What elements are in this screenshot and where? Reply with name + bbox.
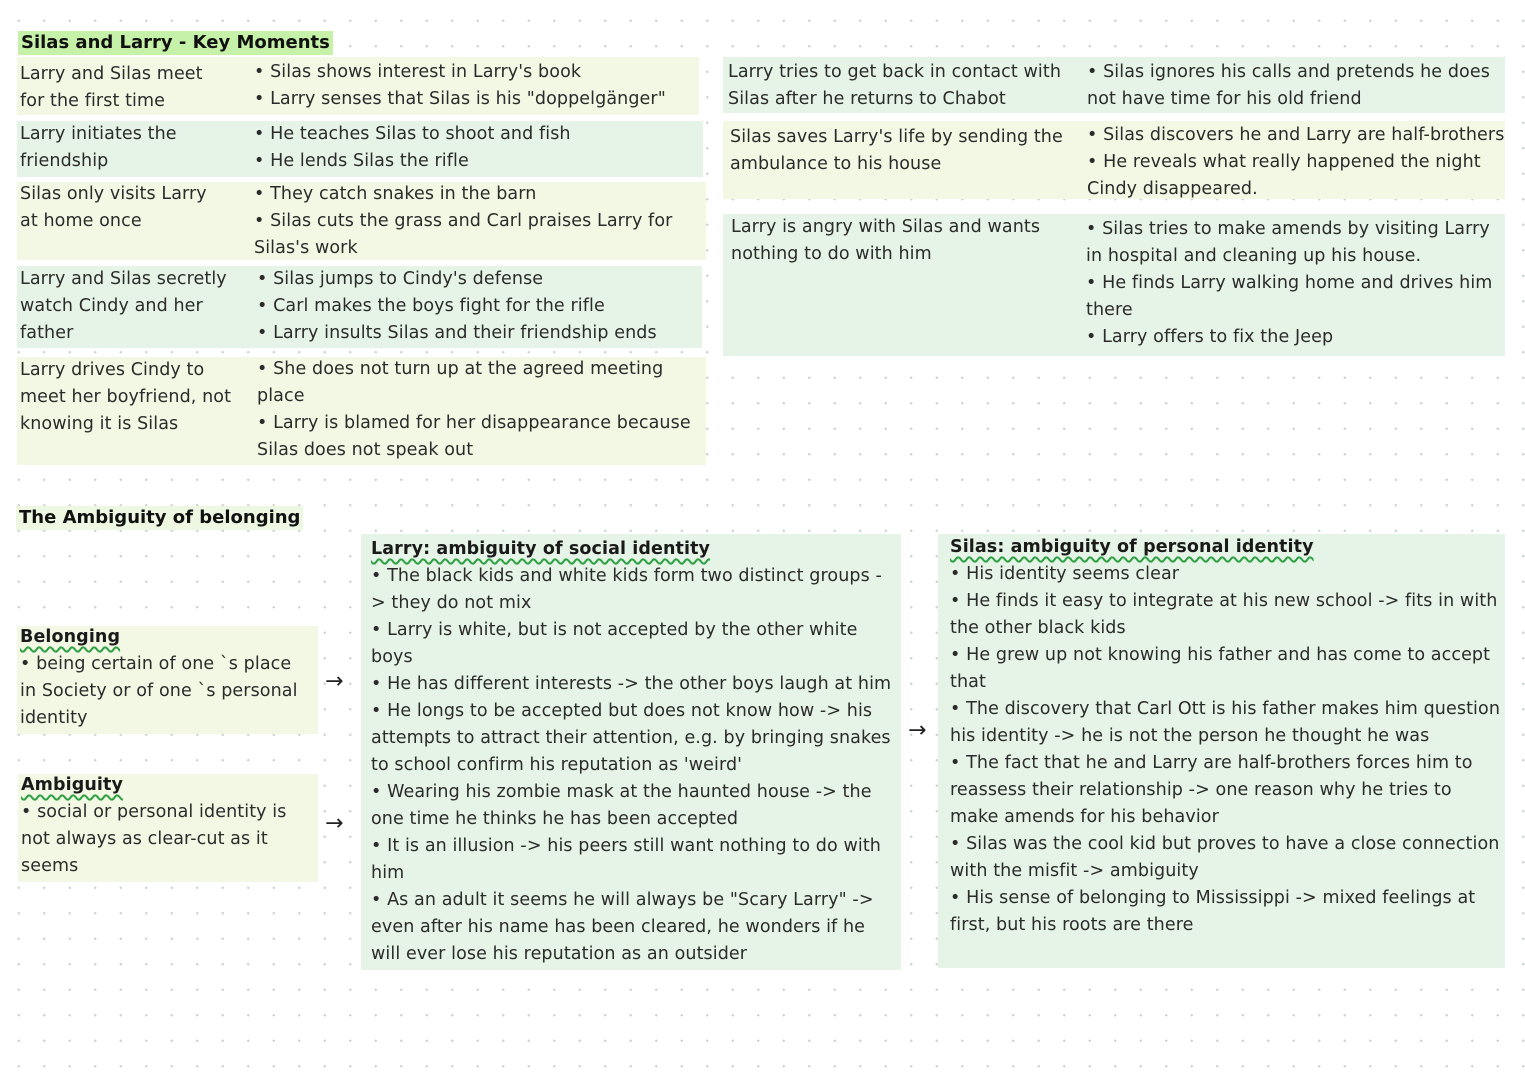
arrow-right-icon: → [908,718,927,743]
detail-item: • He lends Silas the rifle [254,151,469,171]
detail-item: • She does not turn up at the agreed meeting place [257,359,664,406]
key-moments-title [18,31,333,55]
arrow-right-icon: → [325,669,344,694]
silas-content [950,534,1502,939]
detail-item: • They catch snakes in the barn [254,184,537,204]
event-details [254,121,699,175]
belonging-content [20,624,312,732]
detail-item: • He reveals what really happened the night Cindy disappeared. [1087,152,1481,199]
event-details [1086,216,1504,351]
detail-item: • Larry offers to fix the Jeep [1086,327,1334,347]
larry-point: • Wearing his zombie mask at the haunted house -> the one time he thinks he has been accepted [371,782,872,829]
ambiguity-content [21,772,306,880]
event-label: Silas only visits Larry at home once [20,184,207,231]
event-details [1087,59,1502,113]
event-label: Larry tries to get back in contact with Silas after he returns to Chabot [728,62,1062,109]
silas-point: • He finds it easy to integrate at his new school -> fits in with the other black kids [950,591,1498,638]
detail-item: • Silas cuts the grass and Carl praises Larry for Silas's work [254,211,673,258]
silas-point: • His identity seems clear [950,564,1180,584]
detail-item: • Silas shows interest in Larry's book [254,62,582,82]
detail-item: • He teaches Silas to shoot and fish [254,124,571,144]
larry-point: • He has different interests -> the other boys laugh at him [371,674,892,694]
event-details [1087,122,1507,203]
event-details [257,356,702,464]
silas-point: • He grew up not knowing his father and has come to accept that [950,645,1491,692]
event-details [254,181,694,262]
detail-item: • Larry insults Silas and their friendship ends [257,323,657,343]
key-moments-title-text: Silas and Larry - Key Moments [21,32,330,53]
larry-point: • Larry is white, but is not accepted by the other white boys [371,620,858,667]
detail-item: • Larry senses that Silas is his "doppelgänger" [254,89,666,109]
event-label: Larry drives Cindy to meet her boyfriend, not knowing it is Silas [20,360,232,434]
silas-point: • The discovery that Carl Ott is his father makes him question his identity -> he is not the person he thought he was [950,699,1501,746]
larry-point: • He longs to be accepted but does not know how -> his attempts to attract their attention, e.g. by bringing snakes to school confirm his reputation as 'weird' [371,701,891,775]
detail-item: • Silas discovers he and Larry are half-brothers [1087,125,1505,145]
larry-point: • The black kids and white kids form two distinct groups -> they do not mix [371,566,882,613]
event-label: Larry is angry with Silas and wants nothing to do with him [731,217,1041,264]
event-details [257,266,702,347]
larry-point: • It is an illusion -> his peers still want nothing to do with him [371,836,881,883]
detail-item: • Larry is blamed for her disappearance because Silas does not speak out [257,413,691,460]
event-label: Silas saves Larry's life by sending the ambulance to his house [730,127,1063,174]
belonging-title: Belonging [20,627,121,647]
detail-item: • Carl makes the boys fight for the rifle [257,296,605,316]
ambiguity-section-title [16,506,303,530]
silas-point: • His sense of belonging to Mississippi -> mixed feelings at first, but his roots are there [950,888,1476,935]
event-label: Larry and Silas secretly watch Cindy and her father [20,269,227,343]
belonging-text: • being certain of one `s place in Society or of one `s personal identity [20,654,298,728]
detail-item: • Silas tries to make amends by visiting Larry in hospital and cleaning up his house. [1086,219,1490,266]
event-label: Larry and Silas meet for the first time [20,64,203,111]
detail-item: • He finds Larry walking home and drives him there [1086,273,1493,320]
detail-item: • Silas jumps to Cindy's defense [257,269,544,289]
event-label: Larry initiates the friendship [20,124,177,171]
ambiguity-text: • social or personal identity is not always as clear-cut as it seems [21,802,287,876]
larry-point: • As an adult it seems he will always be "Scary Larry" -> even after his name has been cleared, he wonders if he will ever lose his reputation as an outsider [371,890,874,964]
silas-title: Silas: ambiguity of personal identity [950,537,1314,557]
ambiguity-section-title-text: The Ambiguity of belonging [19,507,301,528]
event-details [254,59,699,113]
detail-item: • Silas ignores his calls and pretends he does not have time for his old friend [1087,62,1490,109]
silas-point: • The fact that he and Larry are half-brothers forces him to reassess their relationship -> one reason why he tries to make amends for his behavior [950,753,1473,827]
arrow-right-icon: → [325,811,344,836]
silas-point: • Silas was the cool kid but proves to have a close connection with the misfit -> ambiguity [950,834,1500,881]
larry-title: Larry: ambiguity of social identity [371,539,711,559]
larry-content [371,536,896,968]
ambiguity-title: Ambiguity [21,775,123,795]
